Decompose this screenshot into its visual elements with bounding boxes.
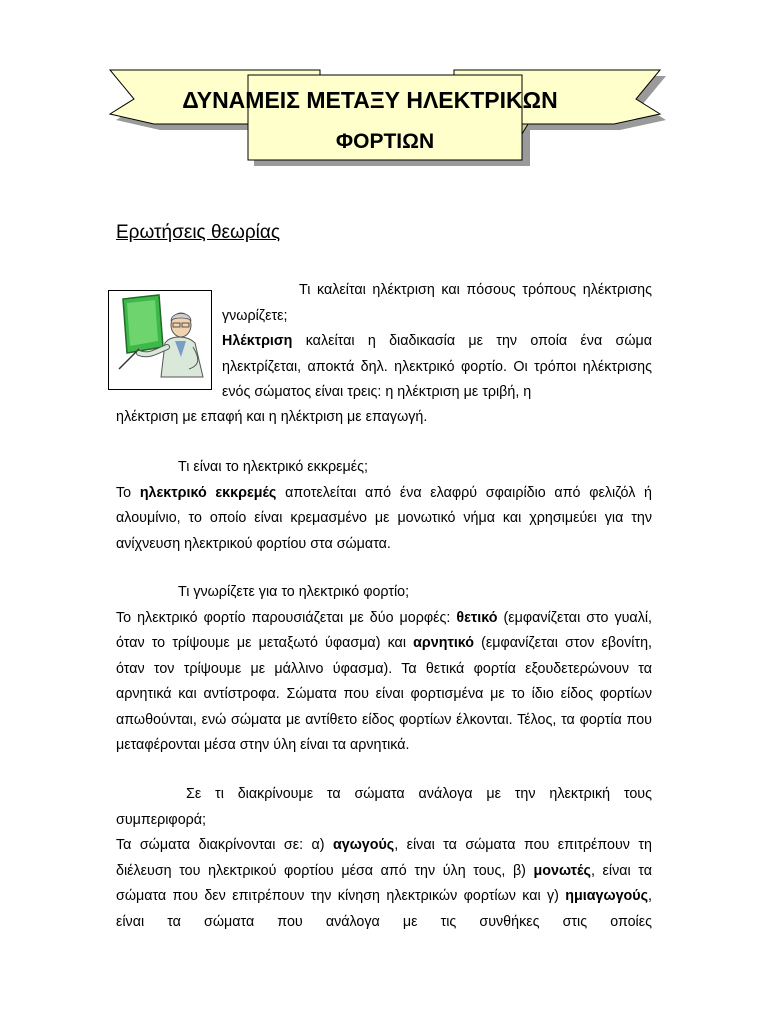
banner-title-line2: ΦΟΡΤΙΩΝ — [335, 130, 435, 153]
q1-question-text: Τι καλείται ηλέκτριση και πόσους τρόπους ηλέκτρισης γνωρίζετε; — [222, 282, 652, 324]
q2-answer-pre: Το — [116, 484, 140, 501]
q4-answer-bold1: αγωγούς — [332, 837, 395, 853]
banner-title-line1: ΔΥΝΑΜΕΙΣ ΜΕΤΑΞΥ ΗΛΕΚΤΡΙΚΩΝ — [182, 87, 558, 113]
q1-question — [222, 278, 652, 329]
q3-question: Τι γνωρίζετε για το ηλεκτρικό φορτίο; — [178, 584, 410, 600]
q2-block — [116, 455, 652, 557]
q2-question: Τι είναι το ηλεκτρικό εκκρεμές; — [178, 459, 368, 475]
q4-answer-mid1: , είναι τα σώματα που επιτρέπουν τη διέλευση του ηλεκτρικού φορτίου μέσα από την ύλη τους, β) — [116, 837, 652, 879]
teacher-at-board-icon — [109, 291, 211, 389]
q1-answer-tail-text: ηλέκτριση με επαφή και η ηλέκτριση με επαγωγή. — [116, 409, 428, 425]
q4-answer-post: , είναι τα σώματα που ανάλογα με τις συνθήκες στις οποίες — [116, 888, 652, 930]
teacher-figure — [108, 290, 212, 390]
q4-answer-pre: Τα σώματα διακρίνονται σε: α) — [116, 837, 333, 853]
q1-answer-tail — [116, 405, 652, 431]
q4-answer-mid2: , είναι τα σώματα που δεν επιτρέπουν την κίνηση ηλεκτρικών φορτίων και γ) — [116, 862, 652, 904]
q3-block — [116, 580, 652, 759]
q1-answer — [222, 329, 652, 406]
q4-block — [116, 782, 652, 935]
q1-answer-bold: Ηλέκτριση — [222, 333, 293, 349]
q4-question: Σε τι διακρίνουμε τα σώματα ανάλογα με την ηλεκτρική τους συμπεριφορά; — [116, 786, 652, 828]
q3-answer-post: (εμφανίζεται στον εβονίτη, όταν τον τρίψουμε με μάλλινο ύφασμα). Τα θετικά φορτία εξουδετερώνουν τα αρνητικά και αντίστροφα. Σώματα που είναι φορτισμένα με το ίδιο είδος φορτίων απωθούνται, ενώ σώματα με αντίθετο είδος φορτίων έλκονται. Τέλος, τα φορτία που μεταφέρονται μέσα στην ύλη είναι τα αρνητικά. — [116, 635, 652, 753]
q1-answer-text: καλείται η διαδικασία με την οποία ένα σώμα ηλεκτρίζεται, αποκτά δηλ. ηλεκτρικό φορτίο. Οι τρόποι ηλέκτρισης ενός σώματος είναι τρεις: η ηλέκτριση με τριβή, η — [222, 333, 652, 400]
q2-answer-post: αποτελείται από ένα ελαφρύ σφαιρίδιο από φελιζόλ ή αλουμίνιο, το οποίο είναι κρεμασμένο με μονωτικό νήμα και χρησιμεύει για την ανίχνευση ηλεκτρικού φορτίου στα σώματα. — [116, 484, 652, 552]
q3-answer-mid: (εμφανίζεται στο γυαλί, όταν το τρίψουμε με μεταξωτό ύφασμα) και — [116, 609, 652, 651]
q3-answer-bold2: αρνητικό — [413, 635, 475, 651]
q4-answer-bold2: μονωτές — [533, 862, 591, 879]
q4-answer-bold3: ημιαγωγούς — [565, 888, 649, 904]
title-banner — [100, 60, 670, 170]
q3-answer-bold1: θετικό — [456, 609, 498, 626]
q2-answer-bold: ηλεκτρικό εκκρεμές — [139, 484, 277, 501]
q3-answer-pre: Το ηλεκτρικό φορτίο παρουσιάζεται με δύο μορφές: — [116, 609, 457, 626]
section-heading: Ερωτήσεις θεωρίας — [116, 222, 281, 243]
